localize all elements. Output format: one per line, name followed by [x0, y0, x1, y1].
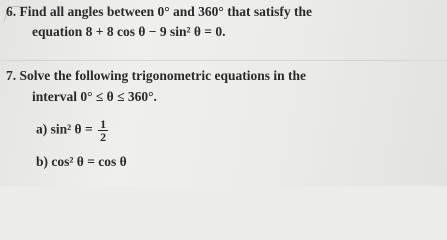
problem-7-part-a [36, 118, 110, 143]
problem-7-interval: interval 0° ≤ θ ≤ 360°. [32, 89, 157, 104]
problem-7-part-b [36, 154, 127, 170]
fraction-denominator: 2 [100, 130, 107, 144]
part-a-label: a) [36, 121, 48, 137]
problem-6-line-1 [6, 4, 312, 20]
problem-7-text-1: Solve the following trigonometric equations in the [19, 68, 306, 83]
problem-7-number: 7. [6, 68, 17, 83]
part-a-lhs: sin² θ = [50, 121, 93, 137]
divider [0, 60, 447, 61]
problem-6-equation: equation 8 + 8 cos θ − 9 sin² θ = 0. [32, 24, 226, 39]
part-a-fraction [98, 118, 108, 143]
problem-6-number: 6. [6, 4, 17, 19]
fraction-numerator: 1 [100, 117, 107, 131]
problem-6-text-1: Find all angles between 0° and 360° that satisfy the [19, 4, 312, 19]
part-b-equation: cos² θ = cos θ [51, 154, 127, 169]
part-b-label: b) [36, 154, 49, 169]
problem-7-line-2 [32, 89, 157, 105]
problem-6-line-2 [32, 24, 226, 40]
problem-7-line-1 [6, 68, 306, 84]
